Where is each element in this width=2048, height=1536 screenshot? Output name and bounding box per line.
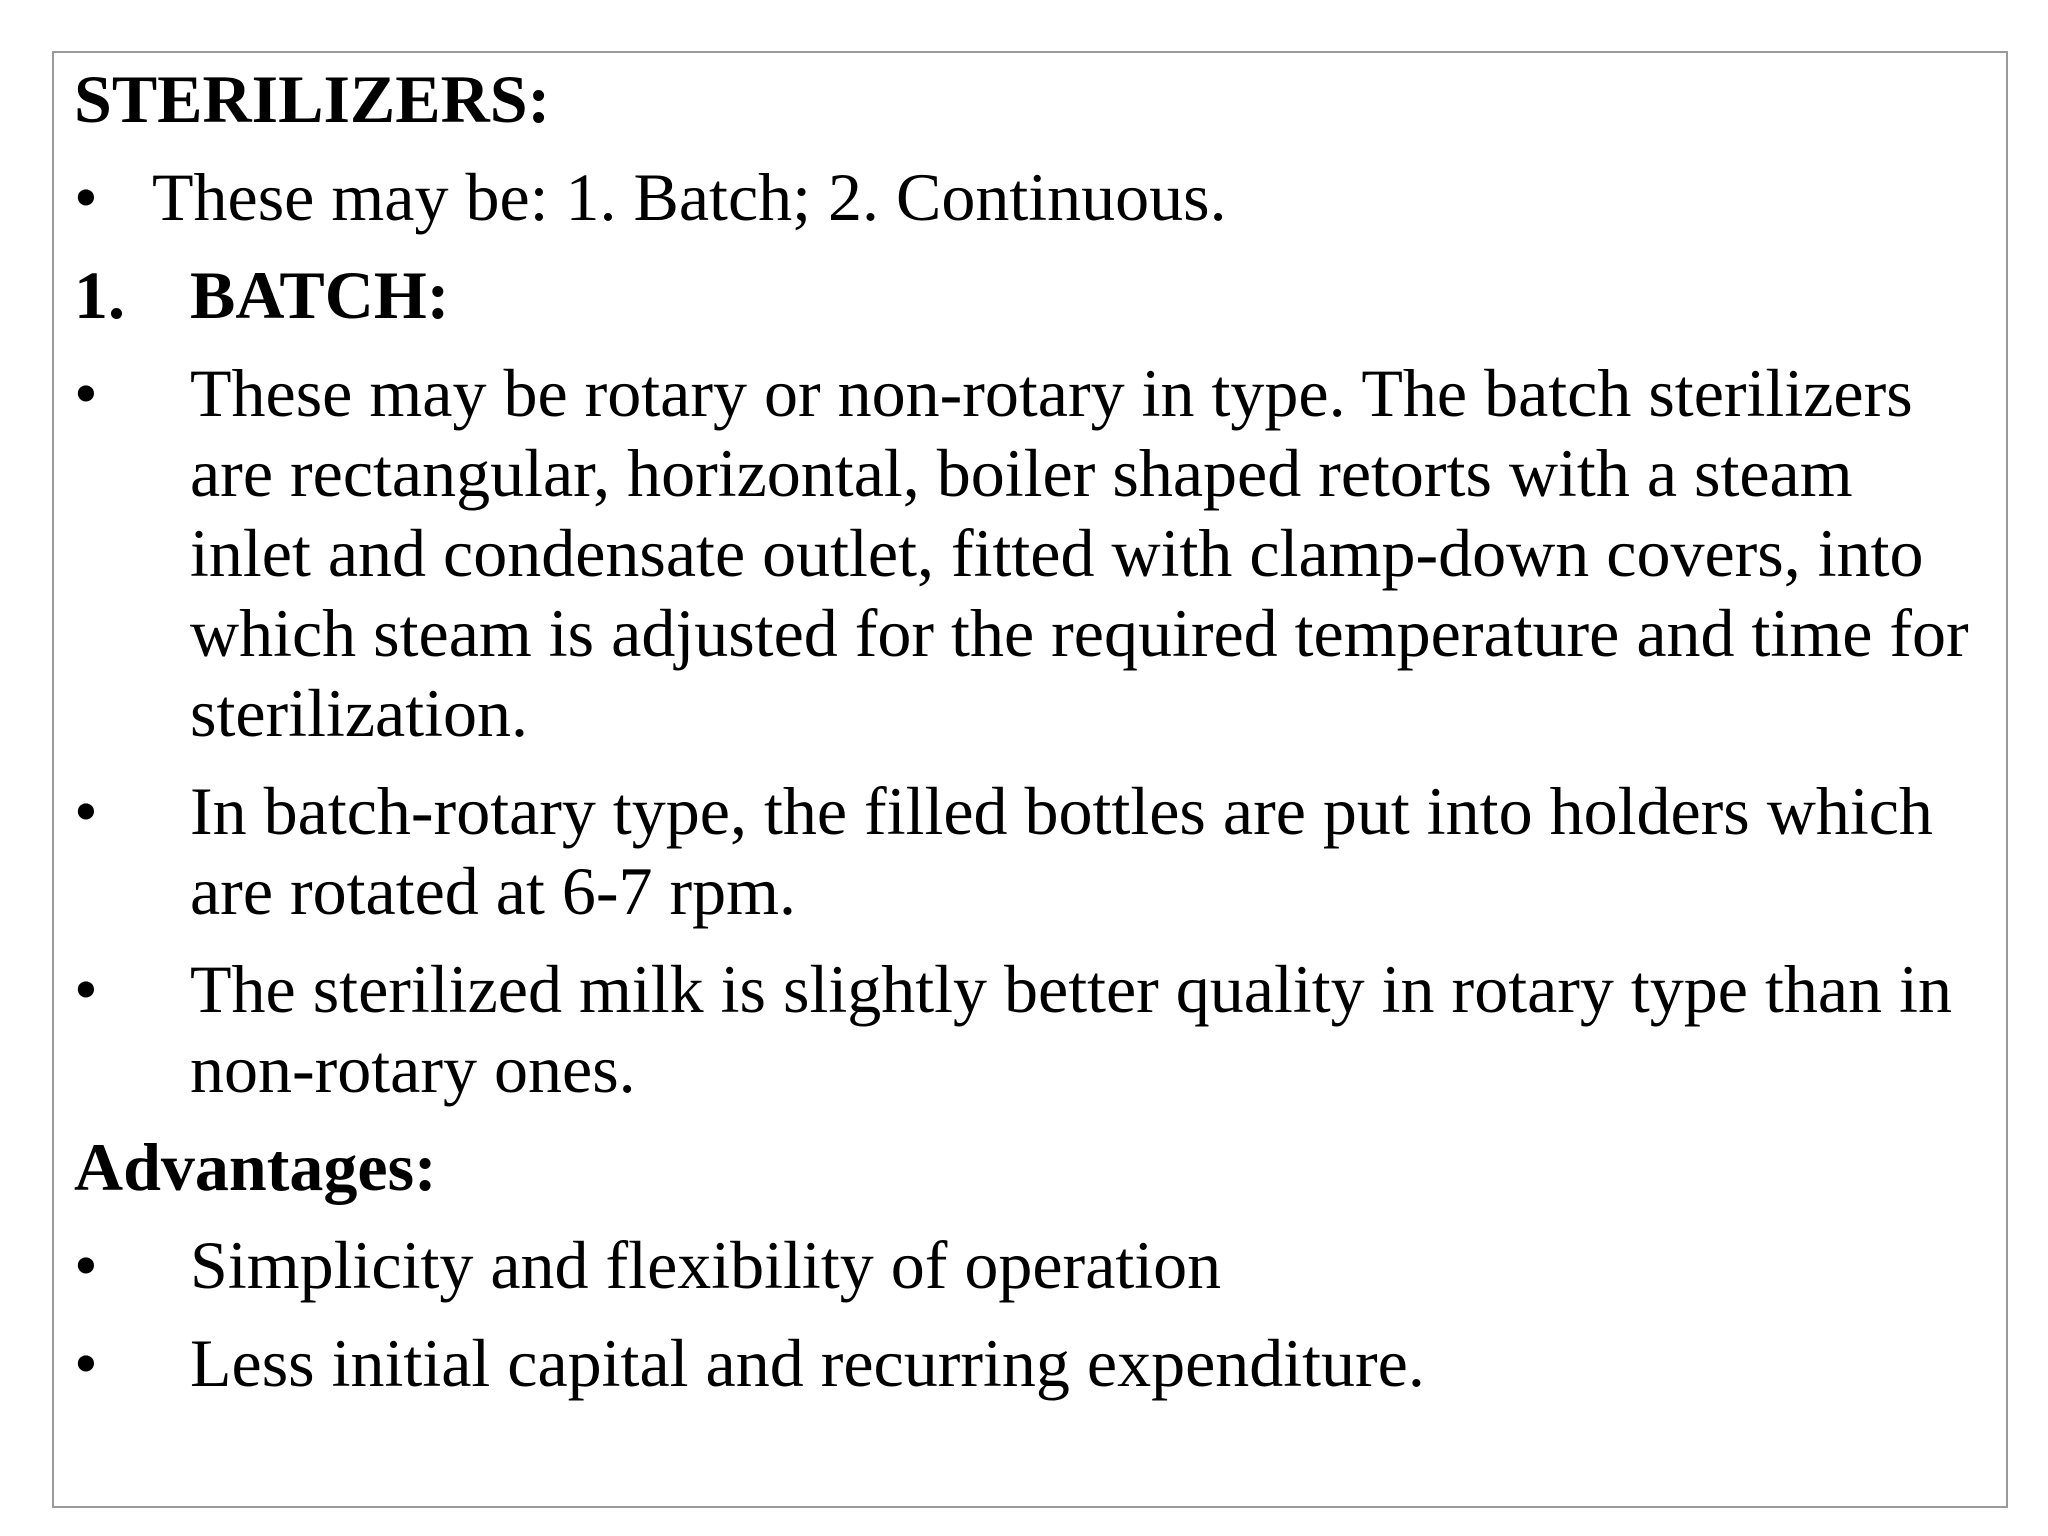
slide-content	[74, 59, 1986, 1403]
section-number: 1.	[74, 257, 125, 333]
advantage-text: Simplicity and flexibility of operation	[190, 1227, 1222, 1303]
bullet-icon: •	[74, 355, 98, 431]
intro-bullet-item	[74, 157, 1986, 237]
bullet-icon: •	[74, 951, 98, 1027]
bullet-icon: •	[74, 1227, 98, 1303]
bullet-icon: •	[74, 1325, 98, 1401]
batch-point-text: The sterilized milk is slightly better quality in rotary type than in non-rotary ones.	[190, 951, 1952, 1107]
section-heading-batch	[74, 255, 1986, 335]
bullet-icon: •	[74, 159, 98, 235]
advantages-heading: Advantages:	[74, 1129, 437, 1205]
advantage-item-1	[74, 1225, 1986, 1305]
section-label: BATCH:	[190, 257, 450, 333]
bullet-icon: •	[74, 773, 98, 849]
batch-point-text: These may be rotary or non-rotary in type. The batch sterilizers are rectangular, horizontal, boiler shaped retorts with a steam inlet and condensate outlet, fitted with clamp-down covers, into which steam is adjusted for the required temperature and time for sterilization.	[190, 355, 1969, 751]
advantage-text: Less initial capital and recurring expenditure.	[190, 1325, 1425, 1401]
slide-frame	[52, 51, 2008, 1508]
batch-point-1	[74, 353, 1986, 753]
slide-title: STERILIZERS:	[74, 61, 551, 137]
batch-point-2	[74, 771, 1986, 931]
batch-point-text: In batch-rotary type, the filled bottles are put into holders which are rotated at 6-7 rpm.	[190, 773, 1933, 929]
advantage-item-2	[74, 1323, 1986, 1403]
intro-bullet-text: These may be: 1. Batch; 2. Continuous.	[152, 159, 1227, 235]
batch-point-3	[74, 949, 1986, 1109]
